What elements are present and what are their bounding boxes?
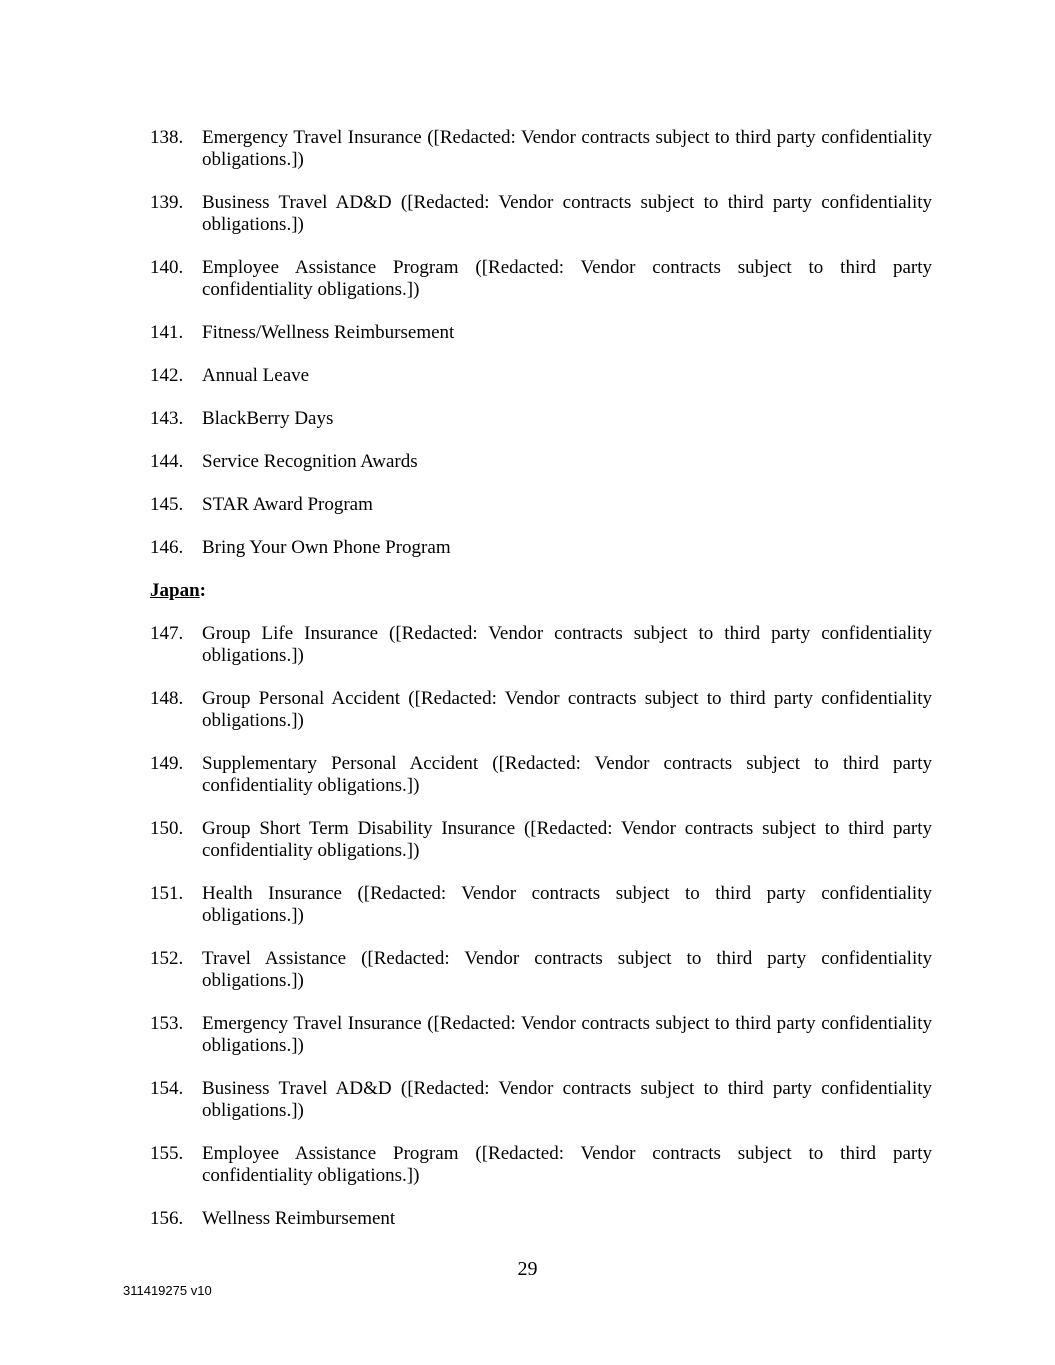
list-item-number: 154.	[150, 1078, 184, 1099]
list-item	[150, 408, 932, 430]
list-item-text: Wellness Reimbursement	[202, 1208, 396, 1229]
document-id-footer: 311419275 v10	[123, 1283, 212, 1298]
list-item	[150, 451, 932, 473]
list-item-text: Employee Assistance Program ([Redacted: Vendor contracts subject to third party confidentiality obligations.])	[202, 257, 932, 300]
list-item-number: 149.	[150, 753, 184, 774]
list-item-number: 148.	[150, 688, 184, 709]
list-item-number: 139.	[150, 192, 184, 213]
list-item-text: Supplementary Personal Accident ([Redacted: Vendor contracts subject to third party confidentiality obligations.])	[202, 753, 932, 796]
list-item-number: 153.	[150, 1013, 184, 1034]
list-item	[150, 127, 932, 171]
list-item-number: 145.	[150, 494, 184, 515]
list-item	[150, 1078, 932, 1122]
list-item	[150, 257, 932, 301]
list-item	[150, 688, 932, 732]
list-item-text: Group Life Insurance ([Redacted: Vendor contracts subject to third party confidentiality obligations.])	[202, 623, 932, 666]
list-item-text: Annual Leave	[202, 365, 310, 386]
document-body	[150, 127, 932, 1251]
list-item-text: BlackBerry Days	[202, 408, 334, 429]
list-item-number: 140.	[150, 257, 184, 278]
list-item	[150, 537, 932, 559]
list-item-number: 143.	[150, 408, 184, 429]
list-item	[150, 1143, 932, 1187]
list-item	[150, 818, 932, 862]
section-heading	[150, 580, 932, 602]
list-item-text: Bring Your Own Phone Program	[202, 537, 451, 558]
list-item-text: Health Insurance ([Redacted: Vendor contracts subject to third party confidentiality obligations.])	[202, 883, 932, 926]
list-item	[150, 192, 932, 236]
list-item-number: 144.	[150, 451, 184, 472]
list-item-number: 138.	[150, 127, 184, 148]
list-item-number: 142.	[150, 365, 184, 386]
list-item-number: 156.	[150, 1208, 184, 1229]
list-item-number: 151.	[150, 883, 184, 904]
list-item-text: Group Short Term Disability Insurance ([Redacted: Vendor contracts subject to third party confidentiality obligations.])	[202, 818, 932, 861]
list-item	[150, 623, 932, 667]
list-item	[150, 1208, 932, 1230]
list-item-text: Emergency Travel Insurance ([Redacted: Vendor contracts subject to third party confidentiality obligations.])	[202, 127, 932, 170]
list-item	[150, 1013, 932, 1057]
list-item-text: Employee Assistance Program ([Redacted: Vendor contracts subject to third party confidentiality obligations.])	[202, 1143, 932, 1186]
list-item	[150, 365, 932, 387]
list-item-text: Group Personal Accident ([Redacted: Vendor contracts subject to third party confidentiality obligations.])	[202, 688, 932, 731]
list-item	[150, 322, 932, 344]
list-item-number: 152.	[150, 948, 184, 969]
list-item-number: 141.	[150, 322, 184, 343]
list-item-number: 150.	[150, 818, 184, 839]
list-item	[150, 948, 932, 992]
list-item-text: Service Recognition Awards	[202, 451, 418, 472]
list-item-text: Emergency Travel Insurance ([Redacted: Vendor contracts subject to third party confidentiality obligations.])	[202, 1013, 932, 1056]
list-item-text: Fitness/Wellness Reimbursement	[202, 322, 455, 343]
section-heading-colon: :	[199, 580, 206, 601]
page-number: 29	[517, 1258, 538, 1280]
list-item	[150, 753, 932, 797]
list-item-number: 146.	[150, 537, 184, 558]
list-item-text: Business Travel AD&D ([Redacted: Vendor contracts subject to third party confidentiality obligations.])	[202, 1078, 932, 1121]
list-item-text: Business Travel AD&D ([Redacted: Vendor contracts subject to third party confidentiality obligations.])	[202, 192, 932, 235]
section-heading-text: Japan	[150, 580, 200, 601]
list-item	[150, 494, 932, 516]
list-item-number: 155.	[150, 1143, 184, 1164]
list-item-number: 147.	[150, 623, 184, 644]
list-item-text: STAR Award Program	[202, 494, 373, 515]
list-item	[150, 883, 932, 927]
list-item-text: Travel Assistance ([Redacted: Vendor contracts subject to third party confidentiality obligations.])	[202, 948, 932, 991]
